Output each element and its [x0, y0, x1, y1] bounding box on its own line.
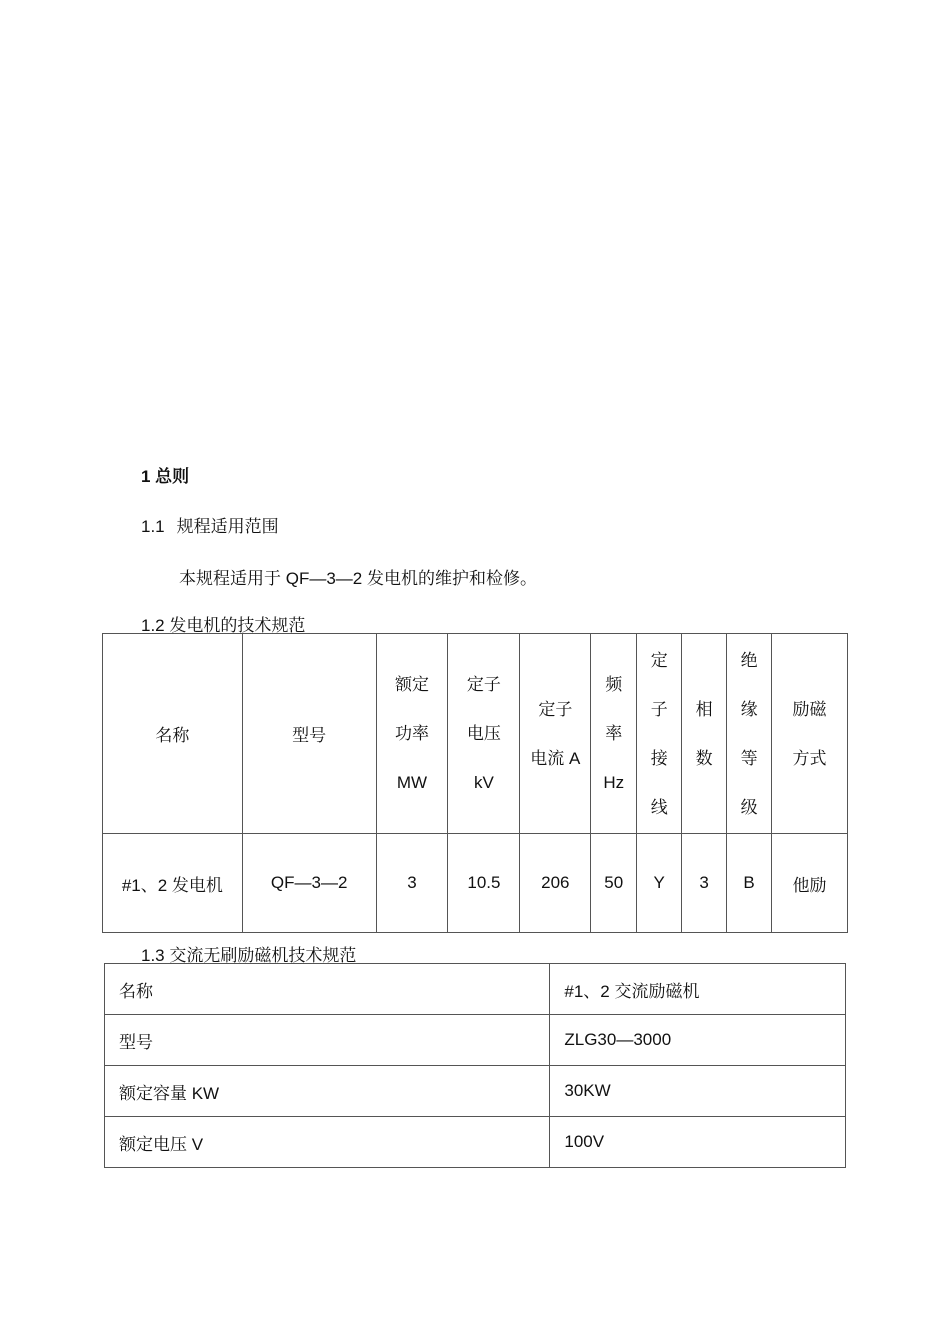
table-row [105, 964, 846, 1015]
cell-voltage: 10.5 [448, 834, 520, 933]
section-1-title: 1 总则 [141, 467, 190, 486]
section-1-1-title: 规程适用范围 [176, 517, 279, 536]
table-row [105, 1117, 846, 1168]
cell-power: 3 [376, 834, 448, 933]
table-row [105, 1015, 846, 1066]
cell-frequency: 50 [591, 834, 637, 933]
cell-name: #1、2 发电机 [103, 834, 243, 933]
section-1-1-number: 1.1 [141, 517, 165, 536]
table-row [105, 1066, 846, 1117]
scope-paragraph: 本规程适用于 QF—3—2 发电机的维护和检修。 [179, 569, 537, 588]
cell-model: QF—3—2 [242, 834, 376, 933]
header-voltage: 定子 电压 kV [448, 634, 520, 834]
header-power: 额定 功率 MW [376, 634, 448, 834]
cell-excitation: 他励 [772, 834, 848, 933]
cell-phases: 3 [682, 834, 727, 933]
section-1-2-title: 1.2 发电机的技术规范 [141, 616, 306, 635]
header-excitation: 励磁 方式 [772, 634, 848, 834]
generator-table-data-row [103, 834, 848, 933]
header-phases: 相 数 [682, 634, 727, 834]
header-frequency: 频 率 Hz [591, 634, 637, 834]
row-value: #1、2 交流励磁机 [550, 964, 846, 1015]
row-value: ZLG30—3000 [550, 1015, 846, 1066]
row-label: 额定电压 V [105, 1117, 550, 1168]
header-insulation: 绝 缘 等 级 [727, 634, 772, 834]
section-1-3-title: 1.3 交流无刷励磁机技术规范 [141, 946, 357, 965]
row-value: 100V [550, 1117, 846, 1168]
row-value: 30KW [550, 1066, 846, 1117]
cell-current: 206 [520, 834, 591, 933]
header-connection: 定 子 接 线 [637, 634, 682, 834]
generator-spec-table [102, 633, 848, 933]
row-label: 名称 [105, 964, 550, 1015]
section-1-1-heading [141, 512, 279, 537]
cell-connection: Y [637, 834, 682, 933]
header-current: 定子 电流 A [520, 634, 591, 834]
generator-table-header-row [103, 634, 848, 834]
row-label: 额定容量 KW [105, 1066, 550, 1117]
exciter-spec-table [104, 963, 846, 1168]
cell-insulation: B [727, 834, 772, 933]
row-label: 型号 [105, 1015, 550, 1066]
header-name: 名称 [103, 634, 243, 834]
header-model: 型号 [242, 634, 376, 834]
